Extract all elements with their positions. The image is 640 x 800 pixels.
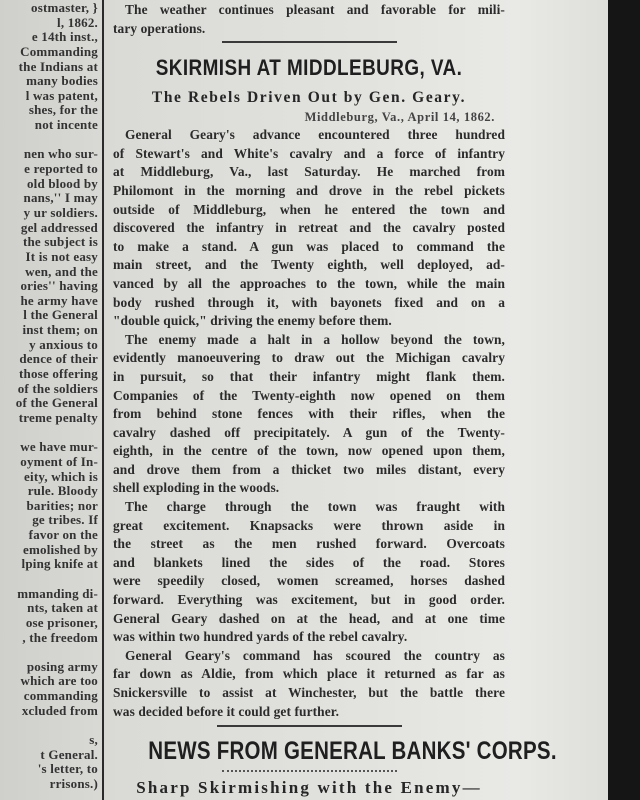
text-line: ose prisoner, (25, 614, 98, 630)
text-line: evidently manoeuvering to draw out the Michigan cavalry (113, 350, 505, 366)
section-divider (217, 725, 402, 727)
text-line: General Geary's advance encountered three hundred (125, 127, 505, 143)
text-line: we have mur- (20, 439, 98, 455)
text-line: vanced by all the approaches to the town, while the main (113, 275, 505, 291)
article-dateline: Middleburg, Va., April 14, 1862. (304, 110, 495, 125)
text-line: nen who sur- (23, 146, 98, 162)
text-line: Philomont in the morning and drove in the rebel pickets (113, 182, 505, 198)
article-headline: SKIRMISH AT MIDDLEBURG, VA. (155, 55, 463, 81)
left-column-fragment (0, 0, 98, 800)
text-line: shes, for the (28, 102, 98, 118)
text-line: the street as the men rushed forward. Overcoats (113, 536, 505, 552)
text-line: many bodies (26, 73, 98, 89)
text-line: main street, and the Twenty eighth, well deployed, ad- (113, 257, 505, 273)
text-line: he army have (20, 292, 98, 308)
text-line: l was patent, (25, 87, 98, 103)
text-line: treme penalty (18, 409, 98, 425)
text-line: shell exploding in the woods. (113, 480, 280, 496)
text-line: great excitement. Knapsacks were thrown aside in (113, 517, 505, 533)
paragraph (113, 498, 505, 647)
text-line: dence of their (19, 351, 98, 367)
paragraph (113, 647, 505, 721)
section-divider (222, 41, 397, 43)
text-line: eity, which is (24, 468, 98, 484)
text-line (0, 426, 98, 441)
text-line: ories'' having (20, 278, 98, 294)
text-line: in pursuit, so that their infantry might flank them. (113, 368, 505, 384)
text-line: wen, and the (25, 263, 98, 279)
text-line: rrisons.) (49, 775, 98, 791)
text-line: outside of Middleburg, when he entered the town and (113, 201, 505, 217)
article-subheadline: Sharp Skirmishing with the Enemy— (136, 778, 482, 798)
text-line (0, 133, 98, 148)
text-line: Snickersville to assist at Winchester, but the battle there (113, 685, 505, 700)
text-line: ge tribes. If (32, 512, 98, 528)
text-line: General Geary dashed on at the head, and at one time (113, 610, 505, 626)
text-line: the Indians at (18, 58, 98, 74)
text-line: l the General (23, 307, 98, 323)
text-line: It is not easy (25, 248, 98, 264)
paragraph (113, 126, 505, 331)
text-line: , the freedom (22, 629, 98, 645)
text-line: inst them; on (22, 322, 98, 338)
section-divider (222, 767, 397, 772)
text-line: the subject is (22, 234, 98, 250)
intro-line: tary operations. (113, 20, 206, 36)
intro-line: The weather continues pleasant and favorable for mili- (125, 2, 505, 17)
text-line: not incente (34, 117, 98, 133)
text-line: of the soldiers (17, 380, 98, 396)
text-line: nans,'' I may (23, 190, 98, 206)
text-line: cavalry dashed off precipitately. A gun of the Twenty- (113, 424, 505, 440)
text-line: "double quick," driving the enemy before them. (113, 313, 392, 329)
text-line: discovered the infantry in retreat and the cavalry posted (113, 220, 505, 236)
text-line: was within two hundred yards of the rebel cavalry. (113, 629, 408, 645)
text-line: far down as Aldie, from which place it returned as far as (113, 666, 505, 682)
text-line: l, 1862. (57, 14, 98, 30)
text-line: and drove them from a thicket two miles distant, every (113, 461, 505, 477)
text-line: Companies of the Twenty-eighth now opened on them (113, 387, 505, 403)
text-line: was decided before it could get further. (113, 703, 340, 719)
text-line: at Middleburg, Va., last Saturday. He marched from (113, 164, 505, 180)
text-line: forward. Everything was excitement, but in good order. (113, 592, 505, 608)
article-subheadline: The Rebels Driven Out by Gen. Geary. (151, 89, 467, 107)
text-line: body rushed through it, with bayonets fixed and on a (113, 294, 505, 310)
article-body (113, 126, 505, 721)
text-line: lping knife at (21, 556, 98, 572)
text-line: were speedily closed, women screamed, horses dashed (113, 573, 505, 589)
text-line: barities; nor (26, 497, 98, 513)
text-line: e reported to (24, 161, 98, 177)
main-column (113, 0, 557, 798)
text-line: rule. Bloody (27, 483, 98, 499)
text-line: of Stewart's and White's cavalry and a force of infantry (113, 145, 505, 161)
text-line (0, 718, 98, 733)
text-line: and blankets lined the sides of the road. Stores (113, 554, 505, 570)
text-line (0, 645, 98, 660)
text-line: which are too (20, 673, 98, 689)
article-headline: NEWS FROM GENERAL BANKS' CORPS. (148, 737, 557, 766)
text-line: e 14th inst., (31, 29, 98, 45)
text-line: xcluded from (21, 702, 98, 718)
text-line: t General. (40, 746, 98, 762)
text-line: from behind stone fences with their rifles, when the (113, 406, 505, 422)
text-line (0, 572, 98, 587)
text-line: gel addressed (20, 219, 98, 235)
text-line: y anxious to (29, 336, 98, 352)
text-line: nts, taken at (27, 600, 98, 616)
text-line: emolished by (23, 541, 98, 557)
text-line: oyment of In- (20, 453, 98, 469)
column-rule (102, 0, 104, 800)
text-line: commanding (23, 688, 98, 704)
text-line: General Geary's command has scoured the country as (125, 647, 505, 663)
text-line: eighth, in the centre of the town, now opened upon them, (113, 443, 505, 459)
text-line: Commanding (20, 43, 98, 59)
text-line: favor on the (28, 527, 98, 543)
text-line: The enemy made a halt in a hollow beyond the town, (125, 331, 505, 347)
text-line: posing army (26, 658, 98, 674)
text-line: those offering (19, 366, 98, 382)
text-line: 's letter, to (37, 761, 98, 777)
text-line: The charge through the town was fraught with (125, 499, 505, 515)
text-line: ostmaster, } (31, 0, 98, 15)
text-line: y ur soldiers. (23, 204, 98, 220)
text-line: to make a stand. A gun was placed to command the (113, 238, 505, 254)
text-line: of the General (15, 395, 98, 411)
text-line: s, (89, 732, 98, 748)
text-line: mmanding di- (17, 585, 98, 601)
text-line: old blood by (26, 175, 98, 191)
paragraph (113, 331, 505, 498)
